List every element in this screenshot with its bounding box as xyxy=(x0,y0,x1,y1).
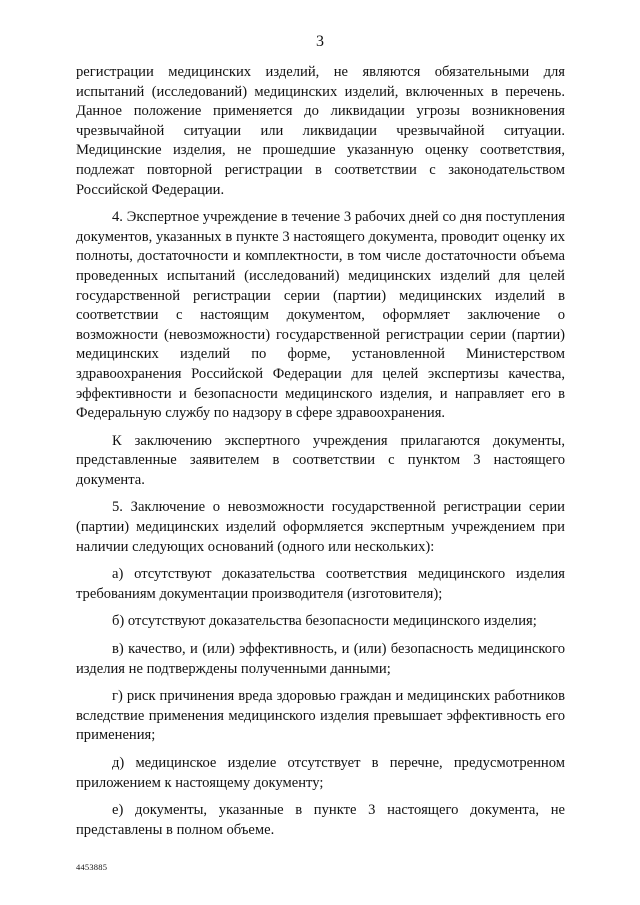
subitem-a: а) отсутствуют доказательства соответствия медицинского изделия требованиям документации производителя (изготовителя); xyxy=(76,566,565,602)
paragraph-attachments: К заключению экспертного учреждения прилагаются документы, представленные заявителем в соответствии с пунктом 3 настоящего документа. xyxy=(76,432,565,488)
subitem-v: в) качество, и (или) эффективность, и (или) безопасность медицинского изделия не подтверждены полученными данными; xyxy=(76,641,565,677)
subitem-e: е) документы, указанные в пункте 3 настоящего документа, не представлены в полном объеме. xyxy=(76,802,565,838)
paragraph-item-4: 4. Экспертное учреждение в течение 3 рабочих дней со дня поступления документов, указанных в пункте 3 настоящего документа, проводит оценку их полноты, достаточности и комплектности, в том числе достаточности объема проведенных испытаний (исследований) медицинских изделий для целей государственной регистрации серии (партии) медицинских изделий в соответствии с настоящим документом, оформляет заключение о возможности (невозможности) государственной регистрации серии (партии) медицинских изделий по форме, установленной Министерством здравоохранения Российской Федерации для целей экспертизы качества, эффективности и безопасности медицинского изделия, и направляет его в Федеральную службу по надзору в сфере здравоохранения. xyxy=(76,209,565,422)
subitem-b: б) отсутствуют доказательства безопасности медицинского изделия; xyxy=(112,613,537,630)
subitem-d: д) медицинское изделие отсутствует в перечне, предусмотренном приложением к настоящему документу; xyxy=(76,755,565,791)
paragraph-item-5: 5. Заключение о невозможности государственной регистрации серии (партии) медицинских изделий оформляется экспертным учреждением при наличии следующих оснований (одного или нескольких): xyxy=(76,499,565,555)
page-number: 3 xyxy=(316,33,324,50)
paragraph-continuation: регистрации медицинских изделий, не являются обязательными для испытаний (исследований) медицинских изделий, включенных в перечень. Данное положение применяется до ликвидации угрозы возникновения чрезвычайной ситуации или ликвидации чрезвычайной ситуации. Медицинские изделия, не прошедшие указанную оценку соответствия, подлежат повторной регистрации в соответствии с законодательством Российской Федерации. xyxy=(76,64,565,198)
document-id: 4453885 xyxy=(76,862,108,872)
document-body xyxy=(76,63,565,840)
subitem-g: г) риск причинения вреда здоровью граждан и медицинских работников вследствие применения медицинского изделия превышает эффективность его применения; xyxy=(76,688,565,744)
